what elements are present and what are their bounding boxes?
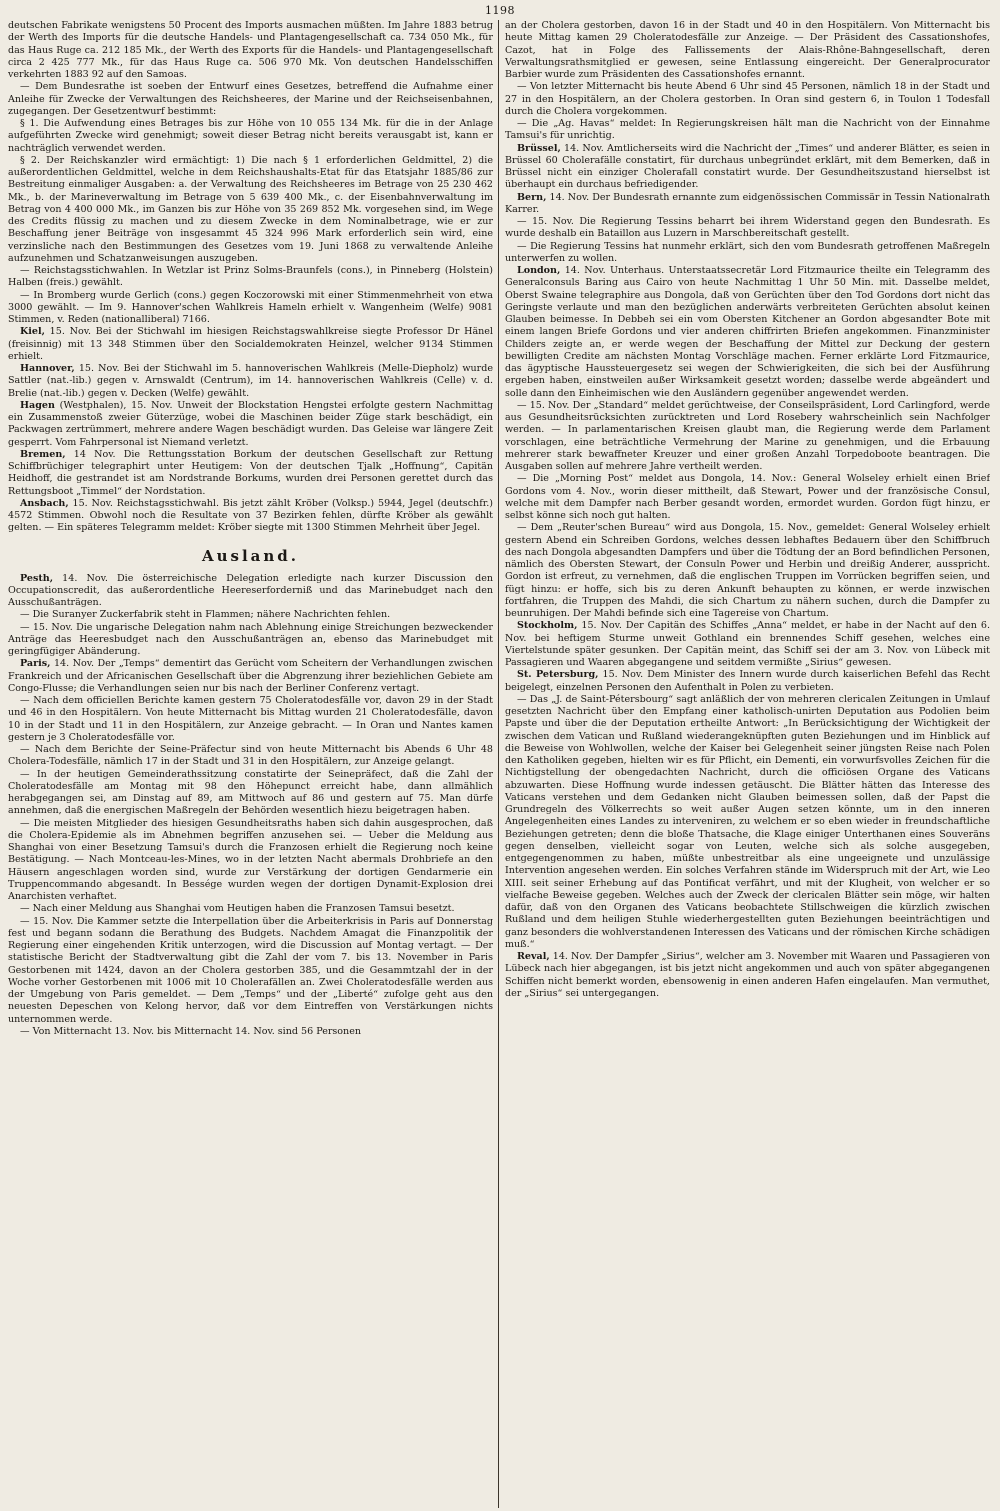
dateline-place: Bern,	[516, 191, 547, 203]
article-paragraph	[505, 400, 990, 474]
paragraph-text: 15. Nov. Der Capitän des Schiffes „Anna“ meldet, er habe in der Nacht auf den 6. Nov. bei heftigem Sturme unweit Gothland ein brennendes Schiff gesehen, welches eine Viertelstunde später gesunken. Der Capitän meint, das Schiff sei der am 3. Nov. von Lübeck mit Passagieren und Waaren abgegangene und seitdem vermißte „Sirius“ gewesen.	[504, 620, 990, 668]
article-paragraph	[8, 695, 493, 744]
paragraph-text: — Die „Morning Post“ meldet aus Dongola, 14. Nov.: General Wolseley erhielt einen Brief Gordons vom 4. Nov., worin dieser mittheilt, daß Stewart, Power und der französische Consul, welche mit dem Dampfer nach Berber gesandt worden, ermordet wurden. Gordon fügt hinzu, er selbst könne sich noch gut halten.	[504, 473, 990, 521]
dateline-place: Hagen	[20, 399, 55, 411]
article-paragraph	[8, 658, 493, 695]
dateline-place: London,	[516, 265, 561, 276]
article-paragraph	[8, 622, 493, 659]
paragraph-text: — Von letzter Mitternacht bis heute Abend 6 Uhr sind 45 Personen, nämlich 18 in der Stadt und 27 in den Hospitälern, an der Cholera gestorben. In Oran sind gestern 6, in Toulon 1 Todesfall durch die Cholera vorgekommen.	[504, 81, 990, 117]
paragraph-text: 14. Nov. Die österreichische Delegation erledigte nach kurzer Discussion den Occupationscredit, das außerordentliche Heereserforderniß und das Marinebudget nach den Ausschußanträgen.	[8, 572, 493, 608]
article-paragraph	[8, 744, 493, 769]
article-paragraph	[8, 818, 493, 904]
article-paragraph	[505, 951, 990, 1000]
article-paragraph	[8, 81, 493, 118]
paragraph-text: 15. Nov. Dem Minister des Innern wurde durch kaiserlichen Befehl das Recht beigelegt, einzelnen Personen den Aufenthalt in Polen zu verbieten.	[504, 669, 990, 693]
paragraph-text: — Die meisten Mitglieder des hiesigen Gesundheitsraths haben sich dahin ausgesprochen, daß die Cholera-Epidemie als im Abnehmen begriffen anzusehen sei. — Ueber die Meldung aus Shanghai von einer Besetzung Tamsui's durch die Franzosen erhielt die Regierung noch keine Bestätigung. — Nach Montceau-les-Mines, wo in der letzten Nacht abermals Drohbriefe an den Häusern angeschlagen worden sind, wurde zur Verstärkung der dortigen Gendarmerie ein Truppencommando abgesandt. In Bessége wurden wegen der dortigen Dynamit-Explosion drei Anarchisten verhaftet.	[8, 817, 493, 902]
article-paragraph	[505, 694, 990, 951]
article-paragraph	[505, 241, 990, 266]
paragraph-text: (Westphalen), 15. Nov. Unweit der Blockstation Hengstei erfolgte gestern Nachmittag ein Zusammenstoß zweier Güterzüge, wobei die Maschinen beider Züge stark beschädigt, ein Packwagen zertrümmert, mehrere andere Wagen beschädigt wurden. Das Geleise war längere Zeit gesperrt. Vom Fahrpersonal ist Niemand verletzt.	[8, 399, 493, 448]
paragraph-text: — Die „Ag. Havas“ meldet: In Regierungskreisen hält man die Nachricht von der Einnahme Tamsui's für unrichtig.	[504, 118, 990, 142]
article-paragraph	[8, 903, 493, 915]
paragraph-text: — Nach dem officiellen Berichte kamen gestern 75 Choleratodesfälle vor, davon 29 in der Stadt und 46 in den Hospitälern. Von heute Mitternacht bis Mittag wurden 21 Choleratodesfälle, davon 10 in der Stadt und 11 in den Hospitälern, zur Anzeige gebracht. — In Oran und Nantes kamen gestern je 3 Choleratodesfälle vor.	[8, 695, 493, 743]
article-paragraph	[505, 265, 990, 400]
paragraph-text: an der Cholera gestorben, davon 16 in der Stadt und 40 in den Hospitälern. Von Mitternacht bis heute Mittag kamen 29 Choleratodesfälle zur Anzeige. — Der Präsident des Cassationshofes, Cazot, hat in Folge des Fallissements der Alais-Rhône-Bahngesellschaft, deren Verwaltungsrathsmitglied er gewesen, seine Entlassung eingereicht. Der Generalprocurator Barbier wurde zum Präsidenten des Cassationshofes ernannt.	[504, 20, 990, 80]
paragraph-text: 15. Nov. Reichstagsstichwahl. Bis jetzt zählt Kröber (Volksp.) 5944, Jegel (deutschfr.) 4572 Stimmen. Obwohl noch die Resultate von 37 Bezirken fehlen, dürfte Kröber als gewählt gelten. — Ein späteres Telegramm meldet: Kröber siegte mit 1300 Stimmen Mehrheit über Jegel.	[8, 497, 493, 534]
dateline-place: Kiel,	[20, 326, 45, 338]
paragraph-text: 14. Nov. Der Dampfer „Sirius“, welcher am 3. November mit Waaren und Passagieren von Lübeck nach hier abgegangen, ist bis jetzt nicht angekommen und auch von später abgegangenen Schiffen nicht bemerkt worden, ebensowenig in einen anderen Hafen eingelaufen. Man vermuthet, der „Sirius“ sei untergegangen.	[504, 951, 990, 999]
paragraph-text: — Nach einer Meldung aus Shanghai vom Heutigen haben die Franzosen Tamsui besetzt.	[20, 903, 455, 915]
paragraph-text: 14. Nov. Der Bundesrath ernannte zum eidgenössischen Commissär in Tessin Nationalrath Karrer.	[504, 191, 990, 215]
paragraph-text: 14. Nov. Amtlicherseits wird die Nachricht der „Times“ und anderer Blätter, es seien in Brüssel 60 Cholerafälle constatirt, für durchaus unbegründet erklärt, mit dem Bemerken, daß in Brüssel nicht ein einziger Cholerafall constatirt wurde. Der Gesundheitszustand hierselbst ist überhaupt ein durchaus befriedigender.	[504, 142, 990, 191]
article-paragraph	[8, 326, 493, 363]
dateline-place: Stockholm,	[516, 620, 578, 632]
page-number: 1198	[485, 4, 515, 17]
article-paragraph	[505, 473, 990, 522]
paragraph-text: 14. Nov. Der „Temps“ dementirt das Gerücht vom Scheitern der Verhandlungen zwischen Frankreich und der Africanischen Gesellschaft über die Abgrenzung ihrer beziehlichen Gebiete am Congo-Flusse; die Verhandlungen seien nur bis nach der Berliner Conferenz vertagt.	[8, 658, 493, 694]
paragraph-text: 15. Nov. Bei der Stichwahl im hiesigen Reichstagswahlkreise siegte Professor Dr Hänel (freisinnig) mit 13 348 Stimmen über den Socialdemokraten Heinzel, welcher 9134 Stimmen erhielt.	[8, 326, 493, 362]
article-paragraph	[8, 155, 493, 265]
paragraph-text: — 15. Nov. Der „Standard“ meldet gerüchtweise, der Conseilspräsident, Lord Carlingford, werde aus Gesundheitsrücksichten zurücktreten und Lord Rosebery wahrscheinlich sein Nachfolger werden. — In parlamentarischen Kreisen glaubt man, die Regierung werde dem Parlament vorschlagen, eine beträchtliche Vermehrung der Marine zu genehmigen, und die Erbauung mehrerer stark bewaffneter Kreuzer und einer großen Anzahl Torpedoboote beantragen. Die Ausgaben sollen auf mehrere Jahre vertheilt werden.	[504, 399, 990, 472]
column-rule	[498, 20, 499, 1508]
columns	[8, 20, 990, 1508]
left-column	[8, 20, 493, 1508]
paragraph-text: — Die Regierung Tessins hat nunmehr erklärt, sich den vom Bundesrath getroffenen Maßregeln unterwerfen zu wollen.	[504, 240, 990, 264]
paragraph-text: — Dem „Reuter'schen Bureau“ wird aus Dongola, 15. Nov., gemeldet: General Wolseley erhielt gestern Abend ein Schreiben Gordons, welches dessen lebhaftes Bedauern über den Schiffbruch des nach Dongola abgesandten Dampfers und über die Tödtung der an Bord befindlichen Personen, nämlich des Obersten Stewart, der Consuln Power und Herbin und dreißig Anderer, ausspricht. Gordon ist erfreut, zu vernehmen, daß die englischen Truppen im Vorrücken begriffen seien, und fügt hinzu: er hoffe, sich bis zu deren Ankunft behaupten zu können, er werde inzwischen fortfahren, die Truppen des Mahdi, die sich Chartum zu nähern suchen, durch die Dampfer zu beunruhigen. Der Mahdi befinde sich eine Tagereise von Chartum.	[504, 522, 990, 619]
paragraph-text: 14 Nov. Die Rettungsstation Borkum der deutschen Gesellschaft zur Rettung Schiffbrüchiger telegraphirt unter Heutigem: Von der deutschen Tjalk „Hoffnung“, Capitän Heidhoff, die gestrandet ist am Nordstrande Borkums, wurden drei Personen gerettet durch das Rettungsboot „Timmel“ der Nordstation.	[8, 448, 493, 497]
article-paragraph	[8, 916, 493, 1026]
dateline-place: Ansbach,	[20, 497, 69, 509]
dateline-place: St. Petersburg,	[516, 669, 599, 681]
paragraph-text: 15. Nov. Bei der Stichwahl im 5. hannoverischen Wahlkreis (Melle-Diepholz) wurde Sattler (nat.-lib.) gegen v. Arnswaldt (Centrum), im 14. hannoverischen Wahlkreis (Celle) v. d. Brelie (nat.-lib.) gegen v. Decken (Welfe) gewählt.	[8, 363, 493, 399]
dateline-place: Pesth,	[20, 572, 54, 584]
paragraph-text: 14. Nov. Unterhaus. Unterstaatssecretär Lord Fitzmaurice theilte ein Telegramm des Generalconsuls Baring aus Cairo von heute Nachmittag 1 Uhr 50 Min. mit. Dasselbe meldet, Oberst Swaine telegraphire aus Dongola, daß von Gerüchten über den Tod Gordons dort nicht das Geringste verlaute und man den bezüglichen anderwärts verbreiteten Gerüchten absolut keinen Glauben beimesse. In Debbeh sei ein vom Obersten Kitchener an Gordon abgesandter Bote mit einem langen Briefe Gordons und vier anderen chiffrirten Briefen angekommen. Finanzminister Childers zeigte an, er werde wegen der Beschaffung der Mittel zur Deckung der gestern bewilligten Credite am nächsten Montag Vorschläge machen. Ferner erklärte Lord Fitzmaurice, das ägyptische Haussteuergesetz sei wegen der Schwierigkeiten, die sich bei der Ausführung ergeben haben, einstweilen außer Wirksamkeit gesetzt worden; dasselbe werde abgeändert und solle dann den Einheimischen wie den Ausländern gegenüber angewendet werden.	[504, 265, 990, 399]
article-paragraph	[8, 265, 493, 290]
paragraph-text: — 15. Nov. Die Regierung Tessins beharrt bei ihrem Widerstand gegen den Bundesrath. Es wurde deshalb ein Bataillon aus Luzern in Marschbereitschaft gestellt.	[504, 216, 990, 240]
paragraph-text: — Von Mitternacht 13. Nov. bis Mitternacht 14. Nov. sind 56 Personen	[20, 1025, 362, 1037]
paragraph-text: — Reichstagsstichwahlen. In Wetzlar ist Prinz Solms-Braunfels (cons.), in Pinneberg (Holstein) Halben (freis.) gewählt.	[8, 265, 493, 289]
dateline-place: Brüssel,	[516, 142, 561, 154]
paragraph-text: — 15. Nov. Die ungarische Delegation nahm nach Ablehnung einige Streichungen bezweckender Anträge das Heeresbudget nach den Ausschußanträgen an, ebenso das Marinebudget mit geringfügiger Abänderung.	[8, 621, 493, 657]
article-paragraph	[505, 81, 990, 118]
article-paragraph	[505, 143, 990, 192]
article-paragraph	[505, 216, 990, 241]
article-paragraph	[8, 573, 493, 610]
article-paragraph	[505, 522, 990, 620]
article-paragraph	[8, 363, 493, 400]
article-paragraph	[8, 400, 493, 449]
article-paragraph	[8, 609, 493, 621]
paragraph-text: — 15. Nov. Die Kammer setzte die Interpellation über die Arbeiterkrisis in Paris auf Donnerstag fest und begann sodann die Berathung des Budgets. Nachdem Amagat die Finanzpolitik der Regierung einer eingehenden Kritik unterzogen, wird die Discussion auf Montag vertagt. — Der statistische Bericht der Stadtverwaltung gibt die Zahl der vom 7. bis 13. November in Paris Gestorbenen mit 1424, davon an der Cholera gestorben 385, und die Gesammtzahl der in der Woche vorher Gestorbenen mit 1006 mit 10 Cholerafällen an. Zwei Choleratodesfälle werden aus der Umgebung von Paris gemeldet. — Dem „Temps“ und der „Liberté“ zufolge geht aus den neuesten Depeschen von Kelong hervor, daß vor dem Eintreffen von Verstärkungen nichts unternommen werde.	[8, 915, 493, 1025]
article-paragraph	[505, 20, 990, 81]
paragraph-text: — In Bromberg wurde Gerlich (cons.) gegen Koczorowski mit einer Stimmenmehrheit von etwa 3000 gewählt. — Im 9. Hannover'schen Wahlkreis Hameln erhielt v. Wangenheim (Welfe) 9081 Stimmen, v. Reden (nationalliberal) 7166.	[8, 289, 493, 325]
article-paragraph	[8, 20, 493, 81]
right-column	[505, 20, 990, 1508]
article-paragraph	[8, 290, 493, 327]
dateline-place: Paris,	[20, 658, 51, 670]
paragraph-text: — Dem Bundesrathe ist soeben der Entwurf eines Gesetzes, betreffend die Aufnahme einer Anleihe für Zwecke der Verwaltungen des Reichsheeres, der Marine und der Reichseisenbahnen, zugegangen. Der Gesetzentwurf bestimmt:	[8, 81, 493, 117]
article-paragraph	[8, 449, 493, 498]
dateline-place: Hannover,	[20, 363, 75, 374]
paragraph-text: — Das „J. de Saint-Pétersbourg“ sagt anläßlich der von mehreren clericalen Zeitungen in Umlauf gesetzten Nachricht über den Empfang einer katholisch-unirten Deputation aus Podolien beim Papste und über die der Deputation ertheilte Antwort: „In Berücksichtigung der Wichtigkeit der zwischen dem Vatican und Rußland wiederangeknüpften guten Beziehungen und im Hinblick auf die Beweise von Wohlwollen, welche der Kaiser bei Gelegenheit seiner jüngsten Reise nach Polen den Katholiken gegeben, hielten wir es für Pflicht, ein Dementi, ein vorwurfsvolles Zeichen für die Nichtigstellung der obengedachten Nachricht, durch die officiösen Organe des Vaticans abzuwarten. Diese Hoffnung wurde indessen getäuscht. Die Blätter hätten das Interesse des Vaticans verstehen und dem Gedanken nicht Glauben beimessen sollen, daß der Papst die Grundregeln des Völkerrechts so weit außer Augen setzen könnte, um in den inneren Angelegenheiten eines Landes zu interveniren, zu welchem er so eben wieder in freundschaftliche Beziehungen getreten; denn die bloße Thatsache, die Klage einiger Unterthanen eines Souveräns gegen denselben, vielleicht sogar von Leuten, welche sich als solche ausgegeben, entgegengenommen zu haben, müßte unbestreitbar als eine ungeeignete und unzulässige Intervention angesehen werden. Ein solches Verfahren stände im Widerspruch mit der Art, wie Leo XIII. seit seiner Erhebung auf das Pontificat verfährt, und mit der Klugheit, von welcher er so vielfache Beweise gegeben. Welches auch der Zweck der clericalen Blätter sein möge, wir halten dafür, daß von den Organen des Vaticans beobachtete Stillschweigen die kürzlich zwischen Rußland und dem heiligen Stuhle wiederhergestellten guten Beziehungen beeinträchtigen und ganz besonders die wohlverstandenen Interessen des Vaticans und der römischen Kirche schädigen muß.“	[504, 693, 990, 950]
paragraph-text: § 1. Die Aufwendung eines Betrages bis zur Höhe von 10 055 134 Mk. für die in der Anlage aufgeführten Zwecke wird genehmigt; soweit dieser Betrag nicht bereits verausgabt ist, kann er nachträglich verwendet werden.	[8, 118, 493, 154]
article-paragraph	[505, 192, 990, 217]
article-paragraph	[505, 118, 990, 143]
article-paragraph	[8, 769, 493, 818]
paragraph-text: — In der heutigen Gemeinderathssitzung constatirte der Seinepräfect, daß die Zahl der Choleratodesfälle am Montag mit 98 den Höhepunct erreicht habe, dann allmählich herabgegangen sei, am Dinstag auf 89, am Mittwoch auf 86 und gestern auf 75. Man dürfe annehmen, daß die energischen Maßregeln der Behörden wesentlich hiezu beigetragen haben.	[8, 768, 493, 817]
paragraph-text: — Nach dem Berichte der Seine-Präfectur sind von heute Mitternacht bis Abends 6 Uhr 48 Cholera-Todesfälle, nämlich 17 in der Stadt und 31 in den Hospitälern, zur Anzeige gelangt.	[8, 744, 493, 768]
article-paragraph	[505, 620, 990, 669]
paragraph-text: deutschen Fabrikate wenigstens 50 Procent des Imports ausmachen müßten. Im Jahre 1883 betrug der Werth des Imports für die deutsche Handels- und Plantagengesellschaft ca. 734 050 Mk., für das Haus Ruge ca. 212 185 Mk., der Werth des Exports für die Handels- und Plantagengesellschaft circa 2 425 777 Mk., für das Haus Ruge ca. 506 970 Mk. Von deutschen Handelsschiffen verkehrten 1883 92 auf den Samoas.	[8, 20, 493, 80]
article-paragraph	[8, 498, 493, 535]
paragraph-text: § 2. Der Reichskanzler wird ermächtigt: 1) Die nach § 1 erforderlichen Geldmittel, 2) die außerordentlichen Geldmittel, welche in dem Reichshaushalts-Etat für das Etatsjahr 1885/86 zur Bestreitung einmaliger Ausgaben: a. der Verwaltung des Reichsheeres im Betrage von 25 230 462 Mk., b. der Marineverwaltung im Betrage von 5 639 400 Mk., c. der Eisenbahnverwaltung im Betrag von 4 400 000 Mk., im Ganzen bis zur Höhe von 35 269 852 Mk. vorgesehen sind, im Wege des Credits flüssig zu machen und zu diesem Zwecke in dem Nominalbetrage, wie er zur Beschaffung jener Beiträge von insgesammt 45 324 996 Mark erforderlich sein wird, eine verzinsliche nach den Bestimmungen des Gesetzes vom 19. Juni 1868 zu verwaltende Anleihe aufzunehmen und Schatzanweisungen auszugeben.	[8, 154, 493, 264]
paragraph-text: — Die Suranyer Zuckerfabrik steht in Flammen; nähere Nachrichten fehlen.	[20, 609, 391, 621]
article-paragraph	[8, 1026, 493, 1038]
dateline-place: Reval,	[516, 951, 550, 962]
dateline-place: Bremen,	[20, 448, 66, 460]
section-heading: Ausland.	[201, 546, 300, 565]
article-paragraph	[505, 669, 990, 694]
article-paragraph	[8, 118, 493, 155]
